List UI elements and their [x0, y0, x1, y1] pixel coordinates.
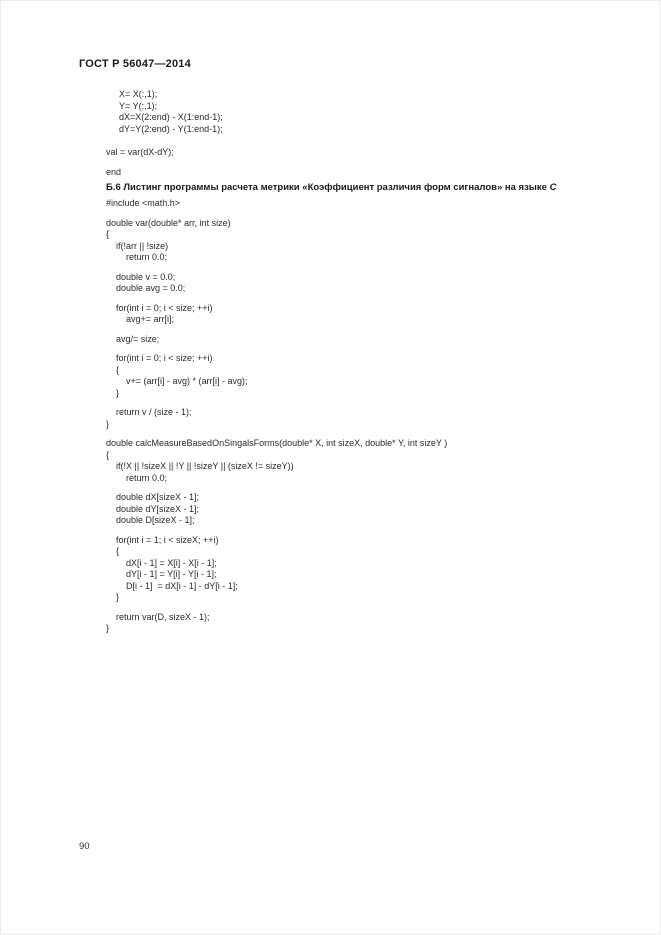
code-line: return v / (size - 1);	[106, 407, 192, 417]
code-line: double D[sizeX - 1];	[106, 515, 195, 525]
page-number: 90	[79, 841, 90, 852]
matlab-code-block	[119, 89, 223, 135]
code-line: dX[i - 1] = X[i] - X[i - 1];	[106, 557, 217, 568]
code-line: return 0.0;	[106, 472, 168, 483]
code-line: if(!arr || !size)	[106, 240, 169, 251]
code-line: avg+= arr[i];	[106, 314, 175, 324]
matlab-code-tail	[106, 147, 174, 178]
code-line	[106, 527, 447, 535]
code-line: double calcMeasureBasedOnSingalsForms(double* X, int sizeX, double* Y, int sizeY )	[106, 438, 448, 448]
code-line: Y= Y(:,1);	[119, 100, 158, 111]
code-line: avg/= size;	[106, 333, 160, 344]
code-line: dY[i - 1] = Y[i] - Y[i - 1];	[106, 569, 217, 579]
code-line: v+= (arr[i] - avg) * (arr[i] - avg);	[106, 376, 248, 386]
code-line: D[i - 1] = dX[i - 1] - dY[i - 1];	[106, 580, 238, 591]
code-line: {	[106, 364, 120, 375]
section-b6-heading	[106, 182, 556, 193]
doc-number-header: ГОСТ Р 56047—2014	[79, 58, 191, 70]
code-line: X= X(:,1);	[119, 89, 158, 99]
code-line: for(int i = 1; i < sizeX; ++i)	[106, 534, 219, 545]
section-b6-heading-text: Б.6 Листинг программы расчета метрики «Коэффициент различия форм сигналов» на языке	[106, 182, 550, 193]
code-line: {	[106, 546, 120, 556]
code-line: return var(D, sizeX - 1);	[106, 611, 210, 622]
code-line	[106, 399, 447, 407]
code-line	[106, 430, 447, 438]
code-line	[106, 484, 447, 492]
code-line: double dY[sizeX - 1];	[106, 503, 200, 514]
code-line: for(int i = 0; i < size; ++i)	[106, 353, 213, 363]
code-line: {	[106, 449, 110, 460]
code-line: {	[106, 229, 110, 239]
code-line: val = var(dX-dY);	[106, 147, 174, 157]
code-line: for(int i = 0; i < size; ++i)	[106, 302, 213, 313]
code-line: end	[106, 166, 122, 177]
code-line: double var(double* arr, int size)	[106, 217, 231, 228]
section-b6-heading-language: С	[549, 182, 557, 193]
code-line: #include <math.h>	[106, 198, 181, 208]
code-line: }	[106, 623, 110, 633]
code-line: }	[106, 592, 120, 602]
code-line	[106, 159, 174, 167]
code-line: double dX[sizeX - 1];	[106, 492, 200, 502]
code-line	[106, 264, 447, 272]
code-line	[106, 210, 447, 218]
code-line: dX=X(2:end) - X(1:end-1);	[119, 112, 223, 122]
code-line	[106, 295, 447, 303]
code-line: dY=Y(2:end) - Y(1:end-1);	[119, 123, 223, 134]
code-line	[106, 345, 447, 353]
code-line	[106, 604, 447, 612]
code-line: double avg = 0.0;	[106, 283, 186, 293]
c-code-block	[106, 198, 447, 635]
code-line: return 0.0;	[106, 252, 168, 262]
code-line: }	[106, 418, 110, 429]
code-line: double v = 0.0;	[106, 271, 176, 282]
code-line: if(!X || !sizeX || !Y || !sizeY || (sizeX != sizeY))	[106, 461, 294, 471]
code-line: }	[106, 387, 120, 398]
code-line	[106, 326, 447, 334]
